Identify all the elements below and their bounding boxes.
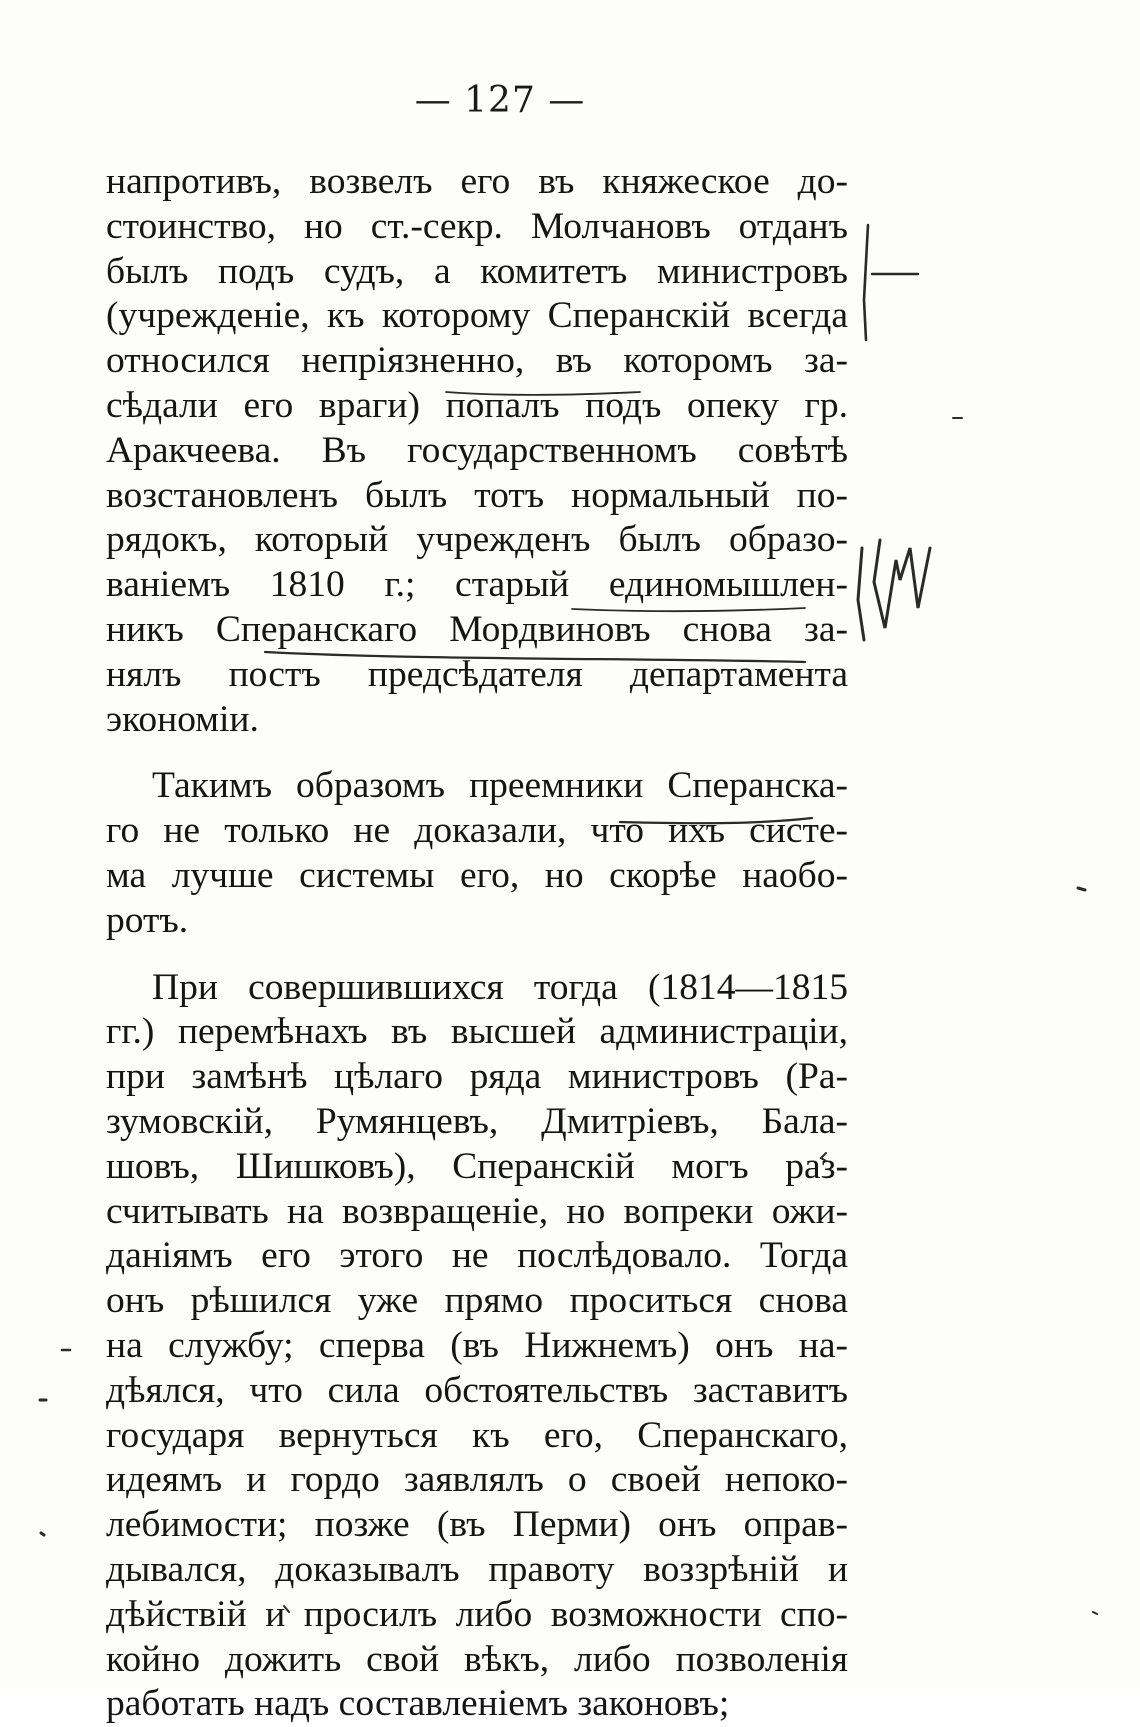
paragraph-gap bbox=[106, 944, 848, 966]
text-line: ротъ. bbox=[106, 899, 189, 941]
margin-scribble-mark bbox=[858, 540, 930, 640]
text-line: дѣйствій и просилъ либо возможности спо- bbox=[106, 1593, 848, 1635]
text-line: Аракчеева. Въ государственномъ совѣтѣ bbox=[106, 429, 848, 471]
text-line: сѣдали его враги) попалъ подъ опеку гр. bbox=[106, 384, 848, 426]
text-line: зумовскій, Румянцевъ, Дмитріевъ, Бала- bbox=[106, 1100, 848, 1142]
text-line: шовъ, Шишковъ), Сперанскій могъ раз- bbox=[106, 1145, 848, 1187]
text-line: стоинство, но ст.-секр. Молчановъ отданъ bbox=[106, 205, 848, 247]
text-line: При совершившихся тогда (1814—1815 bbox=[152, 966, 848, 1008]
text-line: напротивъ, возвелъ его въ княжеское до- bbox=[106, 161, 848, 202]
text-line: былъ подъ судъ, а комитетъ министровъ bbox=[106, 250, 848, 292]
body-text bbox=[106, 160, 848, 1727]
text-line: рядокъ, который учрежденъ былъ образо- bbox=[106, 519, 848, 561]
paragraph-gap bbox=[106, 742, 848, 764]
text-line: Такимъ образомъ преемники Сперанска- bbox=[152, 765, 848, 807]
text-line: ваніемъ 1810 г.; старый единомышлен- bbox=[106, 564, 848, 606]
text-line: государя вернуться къ его, Сперанскаго, bbox=[106, 1414, 848, 1456]
text-line: на службу; сперва (въ Нижнемъ) онъ на- bbox=[106, 1324, 848, 1366]
text-line: койно дожить свой вѣкъ, либо позволенія bbox=[106, 1638, 848, 1680]
margin-stray-dash-5 bbox=[41, 1533, 44, 1535]
page-number: — 127 — bbox=[414, 80, 586, 121]
text-line: лебимости; позже (въ Перми) онъ оправ- bbox=[106, 1504, 848, 1546]
margin-stray-dash-7 bbox=[1093, 1612, 1097, 1614]
text-line: даніямъ его этого не послѣдовало. Тогда bbox=[106, 1235, 848, 1277]
text-line: идеямъ и гордо заявлялъ о своей непоко- bbox=[106, 1459, 848, 1501]
text-line: гг.) перемѣнахъ въ высшей администраціи, bbox=[106, 1011, 848, 1053]
margin-bracket-mark bbox=[864, 225, 868, 340]
text-line: относился непріязненно, въ которомъ за- bbox=[106, 340, 848, 382]
text-line: считывать на возвращеніе, но вопреки ожи- bbox=[106, 1190, 848, 1232]
text-line: ма лучше системы его, но скорѣе наобо- bbox=[106, 854, 848, 896]
text-line: го не только не доказали, что ихъ систе- bbox=[106, 810, 848, 852]
margin-stray-dash-2 bbox=[1078, 888, 1085, 890]
text-line: онъ рѣшился уже прямо проситься снова bbox=[106, 1280, 848, 1322]
text-line: возстановленъ былъ тотъ нормальный по- bbox=[106, 474, 848, 516]
text-line: нялъ постъ предсѣдателя департамента bbox=[106, 653, 848, 695]
text-line: дѣялся, что сила обстоятельствъ заставитъ bbox=[106, 1369, 848, 1411]
text-line: при замѣнѣ цѣлаго ряда министровъ (Ра- bbox=[106, 1056, 848, 1098]
text-line: экономіи. bbox=[106, 698, 259, 740]
text-line: работать надъ составленіемъ законовъ; bbox=[106, 1683, 730, 1725]
text-line: дывался, доказывалъ правоту воззрѣній и bbox=[106, 1548, 848, 1590]
text-line: никъ Сперанскаго Мордвиновъ снова за- bbox=[106, 608, 848, 650]
text-line: (учрежденіе, къ которому Сперанскій всегда bbox=[106, 295, 848, 337]
